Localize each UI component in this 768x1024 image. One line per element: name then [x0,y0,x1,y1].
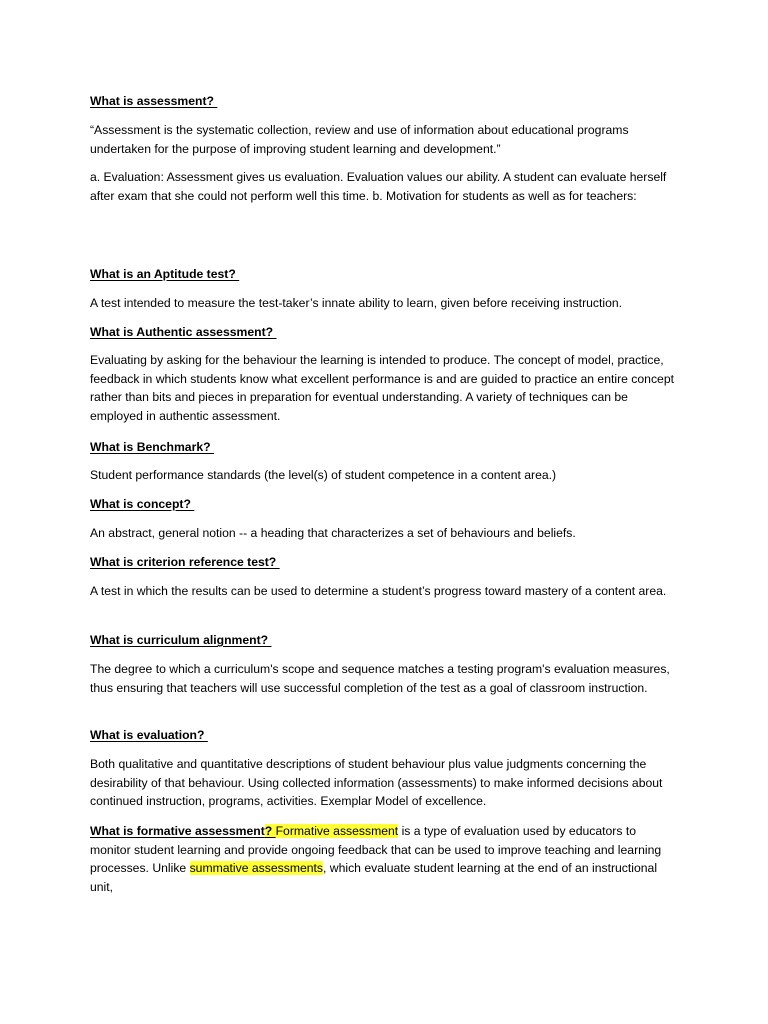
heading-concept: What is concept? [90,497,195,511]
highlight-summative-assessments: summative assessments [189,861,324,876]
heading-criterion-reference-test: What is criterion reference test? [90,555,280,569]
paragraph-formative-assessment [90,822,680,897]
paragraph-assessment-quote: “Assessment is the systematic collection, review and use of information about educational programs undertaken for the purpose of improving student learning and development.” [90,123,629,156]
paragraph-evaluation: Both qualitative and quantitative descriptions of student behaviour plus value judgments concerning the desirability of that behaviour. Using collected information (assessments) to make informed decisions about continued instruction, programs, activities. Exemplar Model of excellence. [90,757,663,809]
heading-curriculum-alignment: What is curriculum alignment? [90,633,272,647]
paragraph-benchmark: Student performance standards (the level(s) of student competence in a content area.) [90,468,557,482]
paragraph-concept: An abstract, general notion -- a heading that characterizes a set of behaviours and beliefs. [90,526,576,540]
heading-evaluation: What is evaluation? [90,728,208,742]
heading-formative-mark: ? [264,824,276,838]
heading-formative-assessment: What is formative assessment [90,824,265,838]
paragraph-assessment-purposes: a. Evaluation: Assessment gives us evaluation. Evaluation values our ability. A student can evaluate herself after exam that she could not perform well this time. b. Motivation for students as well as for teachers: [90,170,667,203]
highlight-formative-assessment: Formative assessment [275,824,399,838]
paragraph-curriculum-alignment: The degree to which a curriculum's scope and sequence matches a testing program's evaluation measures, thus ensuring that teachers will use successful completion of the test as a goal of classroom instruction. [90,662,670,695]
heading-assessment: What is assessment? [90,94,218,108]
heading-authentic-assessment: What is Authentic assessment? [90,325,277,339]
paragraph-criterion-reference-test: A test in which the results can be used to determine a student’s progress toward mastery of a content area. [90,584,667,598]
paragraph-authentic-assessment: Evaluating by asking for the behaviour the learning is intended to produce. The concept of model, practice, feedback in which students know what excellent performance is and are guided to practice an entire concept rather than bits and pieces in preparation for eventual understanding. A variety of techniques can be employed in authentic assessment. [90,353,674,424]
formative-text-2: , which evaluate student learning at the end of an instructional unit, [90,861,658,895]
formative-text-1: is a type of evaluation used by educators to monitor student learning and provide ongoing feedback that can be used to improve teaching and learning processes. Unlike [90,824,662,876]
heading-benchmark: What is Benchmark? [90,440,214,454]
paragraph-aptitude-test: A test intended to measure the test-taker’s innate ability to learn, given before receiving instruction. [90,296,623,310]
heading-aptitude-test: What is an Aptitude test? [90,267,240,281]
